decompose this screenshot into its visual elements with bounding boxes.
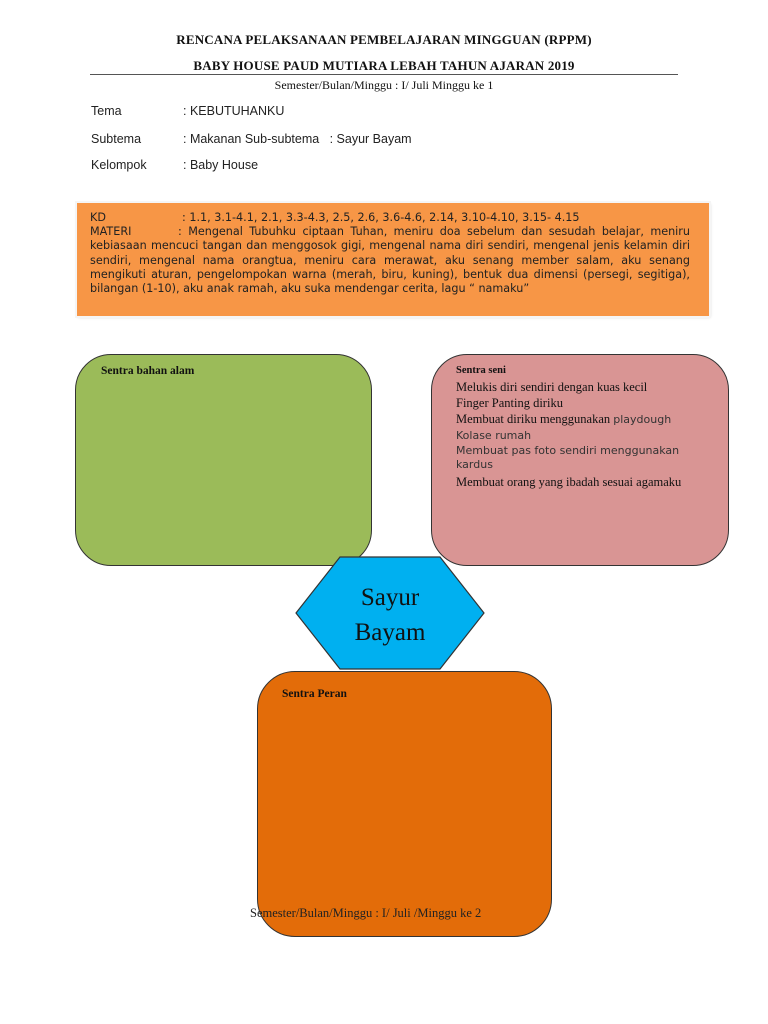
center-topic-line2: Bayam <box>354 619 426 646</box>
kelompok-value: : Baby House <box>183 158 259 172</box>
center-topic-line1: Sayur <box>360 584 420 611</box>
subtema-row <box>91 132 491 148</box>
sentra-peran-label: Sentra Peran <box>282 688 347 700</box>
semester-line: Semester/Bulan/Minggu : I/ Juli Minggu ke 1 <box>274 78 494 92</box>
subtema-value: : Makanan Sub-subtema : Sayur Bayam <box>183 132 412 146</box>
kd-materi-text <box>90 211 690 296</box>
document-subtitle: BABY HOUSE PAUD MUTIARA LEBAH TAHUN AJARAN 2019 <box>193 58 575 73</box>
sentra-seni-label: Sentra seni <box>456 365 506 376</box>
list-item: Membuat orang yang ibadah sesuai agamaku <box>456 475 682 489</box>
document-title: RENCANA PELAKSANAAN PEMBELAJARAN MINGGUAN (RPPM) <box>176 32 592 47</box>
tema-row <box>91 104 491 120</box>
list-item: Finger Panting diriku <box>456 396 563 410</box>
kd-materi-box <box>77 203 709 316</box>
kelompok-row <box>91 158 491 174</box>
list-item <box>456 444 718 472</box>
sentra-bahan-alam-box <box>75 354 372 566</box>
sentra-seni-list <box>456 379 718 490</box>
kelompok-label: Kelompok <box>91 158 147 172</box>
center-topic-text <box>295 580 485 650</box>
tema-label: Tema <box>91 104 122 118</box>
kd-value: : 1.1, 3.1-4.1, 2.1, 3.3-4.3, 2.5, 2.6, 3.6-4.6, 2.14, 3.10-4.10, 3.15- 4.15 <box>182 211 580 224</box>
sentra-peran-box <box>257 671 552 937</box>
footer-semester-line: Semester/Bulan/Minggu : I/ Juli /Minggu ke 2 <box>250 906 482 920</box>
list-item-text: Membuat diriku menggunakan <box>456 412 611 426</box>
list-item-text: playdough <box>613 413 672 426</box>
subtema-label: Subtema <box>91 132 142 146</box>
materi-label: MATERI <box>90 225 132 239</box>
kd-label: KD <box>90 211 106 224</box>
list-item: Kolase rumah <box>456 429 532 442</box>
center-topic <box>295 556 485 670</box>
materi-value: : Mengenal Tubuhku ciptaan Tuhan, meniru doa sebelum dan sesudah belajar, meniru kebiasaan mencuci tangan dan menggosok gigi, mengenal nama diri sendiri, mengenal jenis kelamin diri sendiri, mengenal nama orangtua, meniru cara merawat, aku senang member salam, aku senang mengikuti aturan, pengelompokan warna (merah, biru, kuning), bentuk dua dimensi (persegi, segitiga), bilangan (1-10), aku anak ramah, aku suka mendengar cerita, lagu “ namaku” <box>90 225 690 296</box>
header-divider <box>90 74 678 75</box>
list-item: Melukis diri sendiri dengan kuas kecil <box>456 380 648 394</box>
tema-value: : KEBUTUHANKU <box>183 104 285 118</box>
list-item <box>456 411 718 428</box>
sentra-seni-box <box>431 354 729 566</box>
sentra-bahan-alam-label: Sentra bahan alam <box>101 365 195 377</box>
list-item-text: Membuat pas foto sendiri menggunakan kardus <box>456 444 680 471</box>
